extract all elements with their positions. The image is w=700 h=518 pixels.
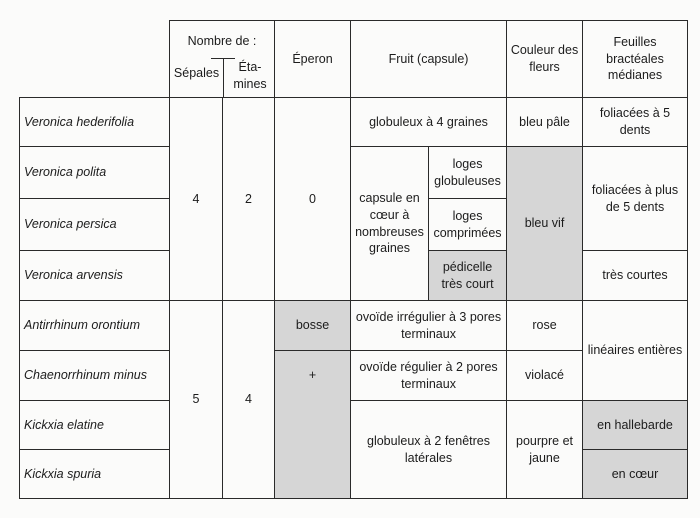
couleur-cell: bleu pâle bbox=[507, 98, 583, 147]
etamines-header: Éta- mines bbox=[223, 59, 275, 97]
species-name: Kickxia spuria bbox=[20, 450, 170, 499]
fruit-detail-cell: pédicelle très court bbox=[429, 251, 507, 301]
table-row bbox=[20, 147, 688, 199]
fruit-cell: ovoïde irrégulier à 3 pores terminaux bbox=[351, 301, 507, 351]
eperon-cell: + bbox=[275, 351, 351, 499]
header-row bbox=[20, 21, 688, 98]
etamines-cell: 4 bbox=[223, 301, 275, 499]
species-name: Kickxia elatine bbox=[20, 401, 170, 450]
table-row bbox=[20, 98, 688, 147]
fruit-cell: ovoïde régulier à 2 pores terminaux bbox=[351, 351, 507, 401]
fruit-header: Fruit (capsule) bbox=[351, 21, 507, 98]
feuilles-cell: très courtes bbox=[583, 251, 688, 301]
eperon-cell: bosse bbox=[275, 301, 351, 351]
species-name: Antirrhinum orontium bbox=[20, 301, 170, 351]
fruit-detail-cell: loges globuleuses bbox=[429, 147, 507, 199]
feuilles-header: Feuilles bractéales médianes bbox=[583, 21, 688, 98]
species-name: Veronica hederifolia bbox=[20, 98, 170, 147]
feuilles-cell: en hallebarde bbox=[583, 401, 688, 450]
comparison-table bbox=[19, 20, 688, 499]
etamines-cell: 2 bbox=[223, 98, 275, 301]
feuilles-group-cell: foliacées à plus de 5 dents bbox=[583, 147, 688, 251]
species-name: Veronica arvensis bbox=[20, 251, 170, 301]
sepales-cell: 4 bbox=[170, 98, 223, 301]
couleur-cell: violacé bbox=[507, 351, 583, 401]
sepales-cell: 5 bbox=[170, 301, 223, 499]
eperon-cell: 0 bbox=[275, 98, 351, 301]
fruit-group-cell: capsule en cœur à nombreuses graines bbox=[351, 147, 429, 301]
feuilles-cell: foliacées à 5 dents bbox=[583, 98, 688, 147]
couleur-cell: rose bbox=[507, 301, 583, 351]
table-row bbox=[20, 301, 688, 351]
sepales-header: Sépales bbox=[173, 66, 220, 80]
eperon-header: Éperon bbox=[275, 21, 351, 98]
nombre-de-label: Nombre de : bbox=[187, 34, 257, 48]
species-name: Veronica persica bbox=[20, 199, 170, 251]
nombre-de-header bbox=[170, 21, 275, 98]
species-name: Chaenorrhinum minus bbox=[20, 351, 170, 401]
feuilles-cell: en cœur bbox=[583, 450, 688, 499]
fruit-cell: globuleux à 4 graines bbox=[351, 98, 507, 147]
couleur-group-cell: bleu vif bbox=[507, 147, 583, 301]
table-row bbox=[20, 401, 688, 450]
fruit-cell: globuleux à 2 fenêtres latérales bbox=[351, 401, 507, 499]
couleur-cell: pourpre et jaune bbox=[507, 401, 583, 499]
couleur-header: Couleur des fleurs bbox=[507, 21, 583, 98]
corner-blank bbox=[20, 21, 170, 98]
species-name: Veronica polita bbox=[20, 147, 170, 199]
feuilles-cell: linéaires entières bbox=[583, 301, 688, 401]
fruit-detail-cell: loges comprimées bbox=[429, 199, 507, 251]
